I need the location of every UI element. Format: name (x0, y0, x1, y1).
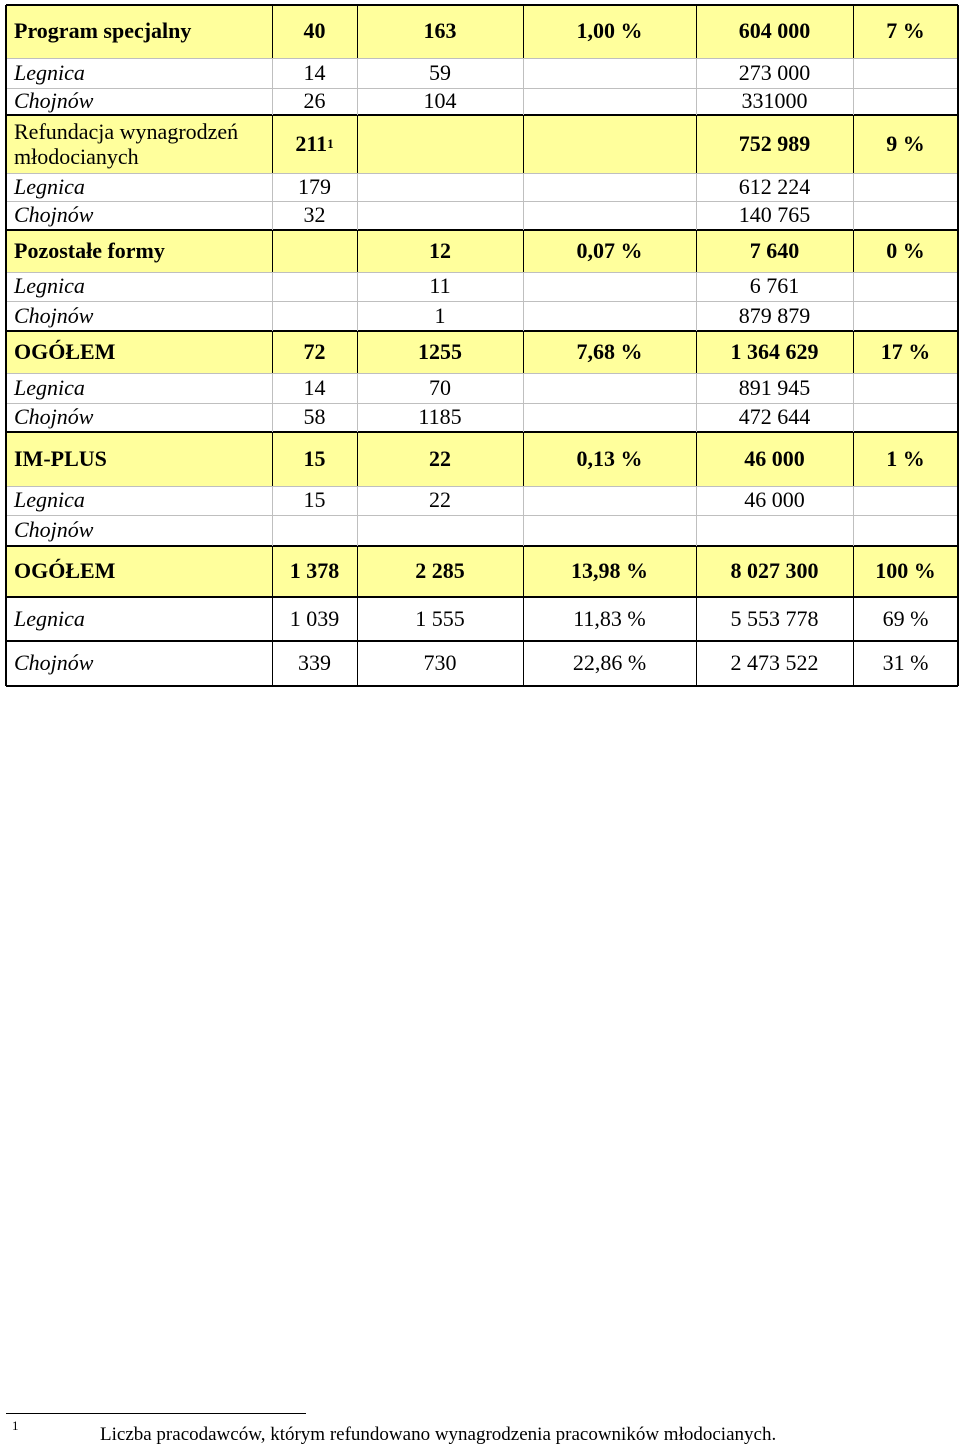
row-label: Legnica (14, 273, 85, 299)
table-cell: 22 (429, 445, 451, 471)
table-cell (853, 173, 958, 201)
table-cell (272, 301, 357, 331)
table-cell (853, 88, 958, 115)
table-cell: 58 (303, 404, 326, 430)
table-cell: 69 % (882, 605, 929, 631)
footnote-text: Liczba pracodawców, którym refundowano wynagrodzenia pracowników młodocianych. (100, 1424, 777, 1445)
table-cell (853, 486, 958, 515)
table-cell: 11 (429, 273, 451, 299)
table-cell: 46 000 (744, 487, 805, 513)
table-cell: 70 (429, 374, 451, 400)
table-cell: 2 473 522 (730, 650, 819, 676)
table-cell: 31 % (882, 650, 929, 676)
table-cell: 179 (298, 173, 331, 199)
table-cell (523, 272, 696, 301)
table-cell: 7 640 (749, 237, 800, 263)
row-label: IM-PLUS (14, 445, 107, 471)
row-label: Program specjalny (14, 18, 192, 44)
row-label: OGÓŁEM (14, 338, 116, 364)
table-cell (853, 201, 958, 230)
table-cell: 13,98 % (571, 558, 648, 584)
table-cell: 11,83 % (573, 605, 646, 631)
table-cell: 0,13 % (576, 445, 643, 471)
table-cell (523, 201, 696, 230)
table-cell: 1 555 (415, 605, 465, 631)
row-label: Legnica (14, 374, 85, 400)
table-cell: 14 (303, 59, 326, 85)
table-cell: 752 989 (738, 130, 811, 156)
table-cell: 1,00 % (576, 18, 643, 44)
table-cell (357, 115, 523, 173)
table-cell (853, 515, 958, 546)
table-cell: 17 % (880, 338, 931, 364)
table-cell: 0,07 % (576, 237, 643, 263)
row-label: Chojnów (14, 404, 94, 430)
table-cell: 6 761 (749, 273, 800, 299)
table-cell (523, 173, 696, 201)
table-cell: 46 000 (744, 445, 805, 471)
table-cell: 140 765 (738, 202, 811, 228)
table-cell: 730 (423, 650, 457, 676)
table-cell: 604 000 (738, 18, 811, 44)
table-cell (696, 515, 853, 546)
table-cell: 7 % (886, 18, 925, 44)
table-cell: 1 (434, 302, 446, 328)
table-cell: 72 (303, 338, 326, 364)
table-cell: 22,86 % (572, 650, 647, 676)
table-cell (853, 272, 958, 301)
table-cell: 879 879 (738, 302, 811, 328)
table-cell: 1 378 (289, 558, 340, 584)
table-cell (272, 230, 357, 272)
table-cell: 26 (303, 88, 326, 114)
table-cell: 7,68 % (576, 338, 643, 364)
table-cell: 331000 (741, 88, 808, 114)
table-cell (523, 88, 696, 115)
table-cell: 339 (298, 650, 331, 676)
row-label: Chojnów (14, 650, 94, 676)
table-cell (523, 515, 696, 546)
row-label: Chojnów (14, 202, 94, 228)
table-cell: 9 % (886, 130, 925, 156)
table-cell: 2 285 (415, 558, 465, 584)
table-cell: 1 039 (289, 605, 340, 631)
table-cell: 15 (303, 487, 326, 513)
table-cell: 40 (303, 18, 326, 44)
table-cell (357, 201, 523, 230)
table-cell: 15 (303, 445, 326, 471)
data-table (6, 5, 958, 686)
table-cell (523, 403, 696, 432)
row-label: Refundacja wynagrodzeń młodocianych (14, 118, 239, 169)
footnote-rule (6, 1413, 306, 1414)
row-label: Legnica (14, 59, 85, 85)
table-cell: 0 % (886, 237, 925, 263)
table-cell: 22 (429, 487, 451, 513)
footnote-mark: 1 (12, 1418, 19, 1433)
table-cell: 100 % (875, 558, 936, 584)
table-cell: 1 % (886, 445, 925, 471)
table-cell (853, 301, 958, 331)
table-cell (523, 58, 696, 88)
row-label: Chojnów (14, 517, 94, 543)
table-cell: 891 945 (738, 374, 811, 400)
table-cell (272, 515, 357, 546)
row-label: Chojnów (14, 88, 94, 114)
table-cell: 1 364 629 (730, 338, 819, 364)
table-cell: 5 553 778 (730, 605, 819, 631)
table-cell (272, 272, 357, 301)
table-cell: 14 (303, 374, 326, 400)
table-cell (523, 486, 696, 515)
row-label: Chojnów (14, 302, 94, 328)
table-cell (523, 373, 696, 403)
row-label: Legnica (14, 605, 85, 631)
table-cell: 59 (429, 59, 451, 85)
table-cell (357, 515, 523, 546)
table-cell: 104 (423, 88, 457, 114)
table-cell: 1185 (418, 404, 462, 430)
table-cell: 32 (303, 202, 326, 228)
table-cell: 8 027 300 (730, 558, 819, 584)
row-label: OGÓŁEM (14, 558, 116, 584)
table-cell: 163 (423, 18, 457, 44)
table-cell: 273 000 (738, 59, 811, 85)
table-cell (523, 301, 696, 331)
table-cell (853, 403, 958, 432)
row-label: Legnica (14, 173, 85, 199)
table-cell (523, 115, 696, 173)
table-cell (853, 58, 958, 88)
row-label: Pozostałe formy (14, 237, 165, 263)
table-cell: 472 644 (738, 404, 811, 430)
table-cell (853, 373, 958, 403)
row-label: Legnica (14, 487, 85, 513)
table-cell: 211 1 (295, 130, 334, 156)
table-cell: 612 224 (738, 173, 811, 199)
table-cell: 12 (429, 237, 451, 263)
table-cell (357, 173, 523, 201)
table-cell: 1255 (418, 338, 462, 364)
